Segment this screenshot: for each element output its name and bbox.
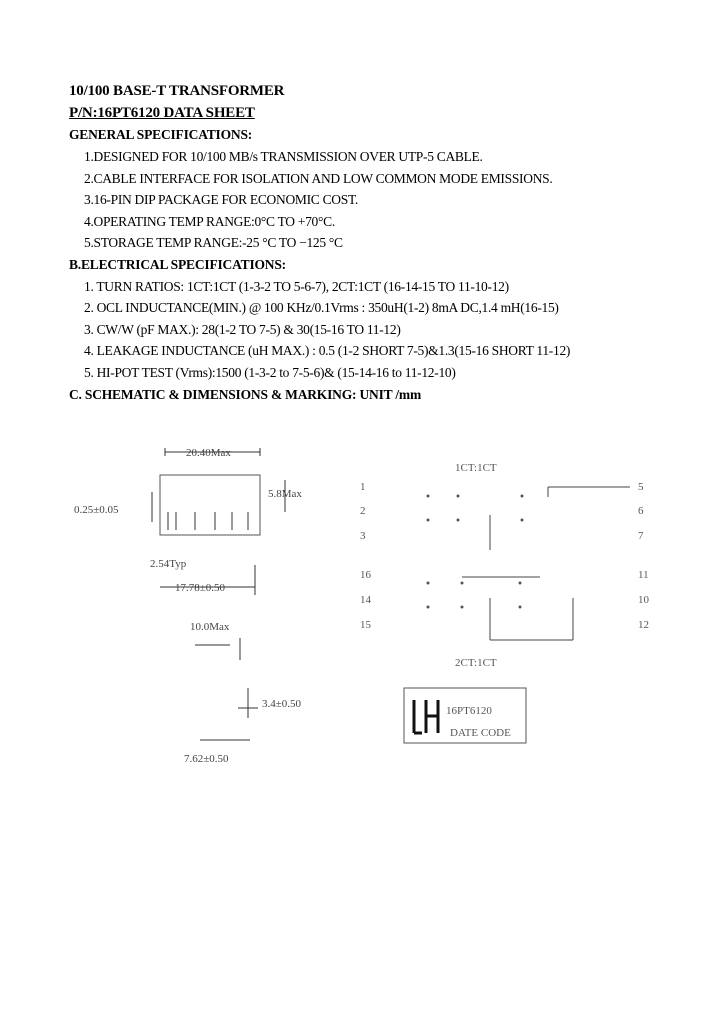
electrical-spec-item: 5. HI-POT TEST (Vrms):1500 (1-3-2 to 7-5-6)& (15-14-16 to 11-12-10) [84,365,456,380]
schematic-lines [462,487,630,640]
marking-line-1: 16PT6120 [446,705,492,717]
part-number-title: P/N:16PT6120 DATA SHEET [69,105,255,121]
general-spec-heading: GENERAL SPECIFICATIONS: [69,127,253,142]
electrical-spec-item: 2. OCL INDUCTANCE(MIN.) @ 100 KHz/0.1Vrms : 350uH(1-2) 8mA DC,1.4 mH(16-15) [84,300,559,315]
pin-label: 2 [360,505,366,517]
row-label: 17.78±0.50 [175,582,226,594]
height-label: 5.8Max [268,488,302,500]
pin-label: 1 [360,481,366,493]
lead-label: 0.25±0.05 [74,504,119,516]
bottom-label: 7.62±0.50 [184,753,229,765]
electrical-spec-heading: B.ELECTRICAL SPECIFICATIONS: [69,257,286,272]
marking-line-2: DATE CODE [450,727,511,739]
general-spec-item: 2.CABLE INTERFACE FOR ISOLATION AND LOW COMMON MODE EMISSIONS. [84,171,553,186]
pin-label: 14 [360,594,371,606]
pin-label: 7 [638,530,644,542]
electrical-spec-item: 1. TURN RATIOS: 1CT:1CT (1-3-2 TO 5-6-7), 2CT:1CT (16-14-15 TO 11-10-12) [84,279,509,294]
pin-label: 5 [638,481,644,493]
span-label: 10.0Max [190,621,230,633]
pin-label: 16 [360,569,371,581]
pin-label: 15 [360,619,371,631]
general-spec-item: 4.OPERATING TEMP RANGE:0°C TO +70°C. [84,214,335,229]
package-body [160,475,260,535]
pin-label: 12 [638,619,649,631]
width-label: 20.40Max [186,447,231,459]
pin-label: 3 [360,530,366,542]
standoff-label: 3.4±0.50 [262,698,302,710]
pin-label: 10 [638,594,649,606]
electrical-spec-item: 3. CW/W (pF MAX.): 28(1-2 TO 7-5) & 30(15-16 TO 11-12) [84,322,401,337]
schematic-heading: C. SCHEMATIC & DIMENSIONS & MARKING: UNIT /mm [69,387,422,402]
document-title: 10/100 BASE-T TRANSFORMER [69,83,285,99]
electrical-spec-item: 4. LEAKAGE INDUCTANCE (uH MAX.) : 0.5 (1-2 SHORT 7-5)&1.3(15-16 SHORT 11-12) [84,343,571,358]
lh-logo [414,700,438,733]
pin-label: 11 [638,569,649,581]
ratio-bottom-label: 2CT:1CT [455,657,497,669]
general-spec-item: 5.STORAGE TEMP RANGE:-25 °C TO −125 °C [84,235,343,250]
general-spec-item: 1.DESIGNED FOR 10/100 MB/s TRANSMISSION OVER UTP-5 CABLE. [84,149,483,164]
pitch-label: 2.54Typ [150,558,187,570]
general-spec-item: 3.16-PIN DIP PACKAGE FOR ECONOMIC COST. [84,192,358,207]
ratio-top-label: 1CT:1CT [455,462,497,474]
pin-label: 6 [638,505,644,517]
